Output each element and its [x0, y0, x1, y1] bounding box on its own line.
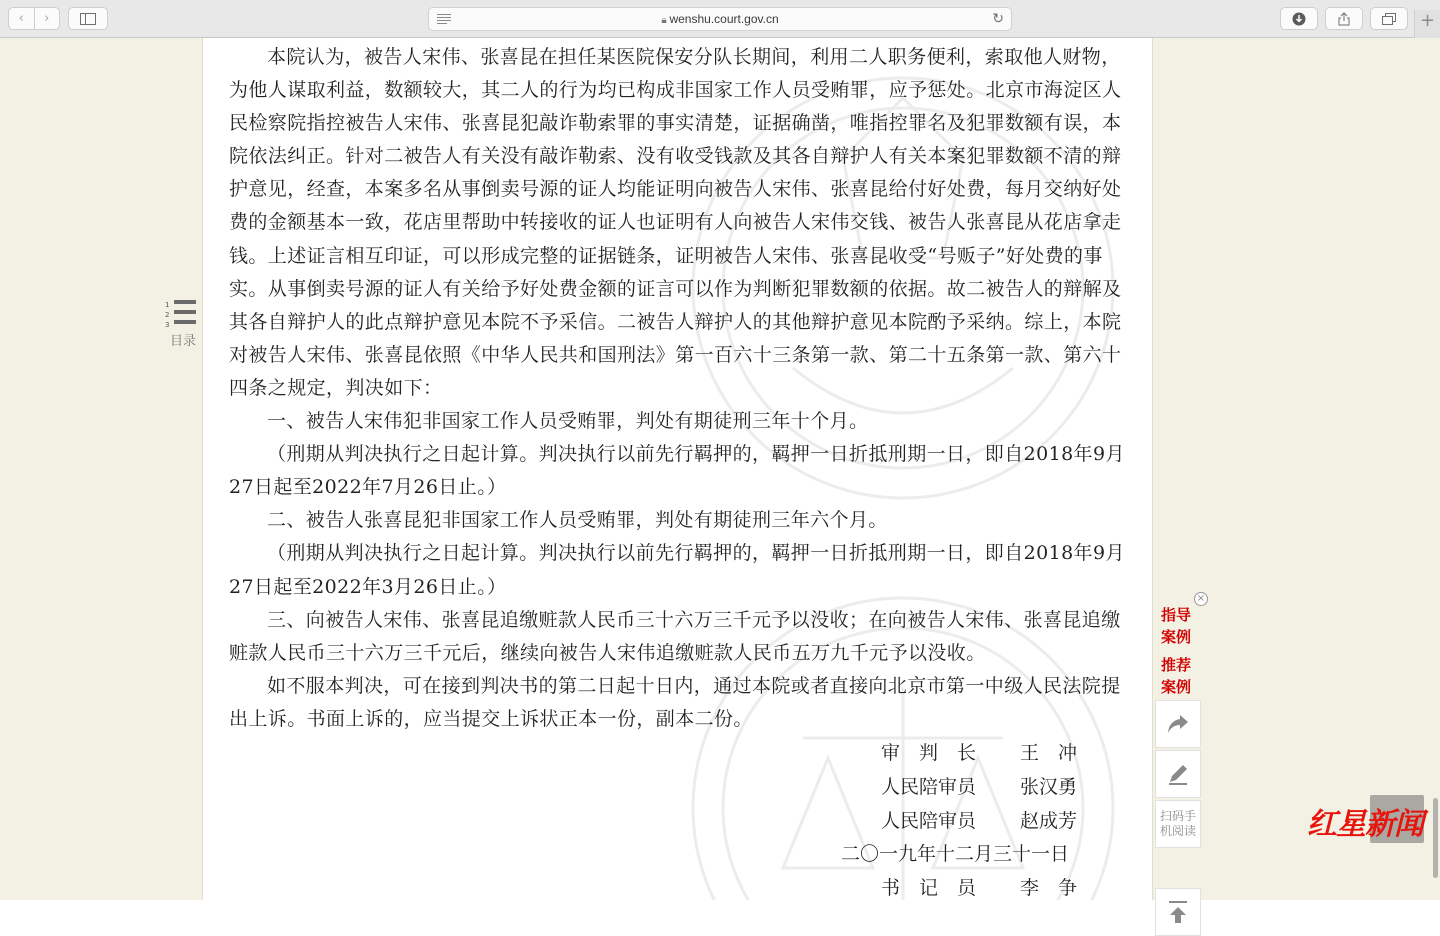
presiding-judge-name: 王 冲	[1020, 742, 1078, 764]
toc-numbers: 1 2 3	[165, 301, 170, 329]
clerk-name: 李 争	[1020, 877, 1078, 899]
downloads-button[interactable]	[1280, 7, 1318, 30]
news-logo-watermark	[1304, 795, 1440, 855]
share-button[interactable]	[1325, 7, 1363, 30]
juror-2-role: 人民陪审员	[881, 810, 977, 832]
logo-text: 红星新闻	[1307, 807, 1423, 842]
forward-button[interactable]	[34, 8, 60, 29]
plus-icon: +	[1419, 10, 1436, 31]
new-tab-button[interactable]	[1414, 10, 1440, 38]
sidebar-icon	[80, 13, 96, 25]
guide-cases-link[interactable]: 指导案例	[1161, 606, 1192, 646]
chevron-left-icon: ‹	[18, 11, 24, 26]
page-background	[0, 38, 1440, 900]
sentence-term-note-1: （刑期从判决执行之日起计算。判决执行以前先行羁押的，羁押一日折抵刑期一日，即自2018年9月27日起至2022年7月26日止。）	[229, 443, 1125, 499]
chevron-right-icon: ›	[44, 11, 50, 26]
qr-label: 扫码手机阅读	[1159, 809, 1196, 838]
share-doc-button[interactable]	[1155, 700, 1201, 748]
judgment-text	[229, 41, 1129, 736]
juror-1-role: 人民陪审员	[881, 776, 977, 798]
appeal-notice: 如不服本判决，可在接到判决书的第二日起十日内，通过本院或者直接向北京市第一中级人民法院提出上诉。书面上诉的，应当提交上诉状正本一份，副本二份。	[229, 674, 1121, 730]
qr-mobile-read-button[interactable]	[1155, 800, 1201, 848]
back-to-top-button[interactable]	[1155, 888, 1201, 936]
toc-button[interactable]	[160, 298, 206, 356]
history-nav	[8, 7, 60, 30]
clerk-role: 书 记 员	[881, 877, 977, 899]
juror-1-name: 张汉勇	[1020, 776, 1078, 798]
address-bar[interactable]	[428, 7, 1012, 31]
tabs-overview-button[interactable]	[1370, 7, 1408, 30]
pencil-icon	[1166, 762, 1190, 786]
verdict-item-2: 二、被告人张喜昆犯非国家工作人员受贿罪，判处有期徒刑三年六个月。	[267, 509, 888, 532]
lock-icon: 🔒︎	[661, 15, 670, 26]
tabs-icon	[1382, 13, 1396, 25]
forward-arrow-icon	[1166, 713, 1190, 735]
close-icon[interactable]: ×	[1194, 592, 1208, 606]
back-button[interactable]	[9, 8, 34, 29]
reasoning-paragraph: 本院认为，被告人宋伟、张喜昆在担任某医院保安分队长期间，利用二人职务便利，索取他人财物，为他人谋取利益，数额较大，其二人的行为均已构成非国家工作人员受贿罪，应予惩处。北京市海淀区人民检察院指控被告人宋伟、张喜昆犯敲诈勒索罪的事实清楚，证据确凿，唯指控罪名及犯罪数额有误，本院依法纠正。针对二被告人有关没有敲诈勒索、没有收受钱款及其各自辩护人有关本案犯罪数额不清的辩护意见，经查，本案多名从事倒卖号源的证人均能证明向被告人宋伟、张喜昆给付好处费，每月交纳好处费的金额基本一致，花店里帮助中转接收的证人也证明有人向被告人宋伟交钱、被告人张喜昆从花店拿走钱。上述证言相互印证，可以形成完整的证据链条，证明被告人宋伟、张喜昆收受“号贩子”好处费的事实。从事倒卖号源的证人有关给予好处费金额的证言可以作为判断犯罪数额的依据。故二被告人的辩解及其各自辩护人的此点辩护意见本院不予采信。二被告人辩护人的其他辩护意见本院酌予采纳。综上，本院对被告人宋伟、张喜昆依照《中华人民共和国刑法》第一百六十三条第一款、第二十五条第一款、第六十四条之规定，判决如下：	[229, 46, 1122, 399]
presiding-judge-role: 审 判 长	[881, 742, 977, 764]
judgment-date: 二〇一九年十二月三十一日	[841, 843, 1070, 865]
browser-toolbar	[0, 0, 1440, 38]
list-icon	[174, 300, 196, 330]
recommended-cases-link[interactable]: 推荐案例	[1161, 656, 1192, 696]
juror-2-name: 赵成芳	[1020, 810, 1078, 832]
sentence-term-note-2: （刑期从判决执行之日起计算。判决执行以前先行羁押的，羁押一日折抵刑期一日，即自2018年9月27日起至2022年3月26日止。）	[229, 542, 1125, 598]
share-icon	[1338, 12, 1350, 26]
arrow-up-icon	[1167, 899, 1189, 925]
sidebar-button[interactable]	[68, 7, 108, 30]
reload-icon[interactable]: ↻	[992, 11, 1004, 27]
judgment-document	[202, 38, 1153, 900]
verdict-item-1: 一、被告人宋伟犯非国家工作人员受贿罪，判处有期徒刑三年十个月。	[267, 410, 869, 433]
annotate-button[interactable]	[1155, 750, 1201, 798]
download-icon	[1292, 12, 1306, 26]
url-text: 🔒︎ wenshu.court.gov.cn	[661, 12, 779, 26]
toc-label: 目录	[169, 334, 196, 349]
verdict-item-3: 三、向被告人宋伟、张喜昆追缴赃款人民币三十六万三千元予以没收；在向被告人宋伟、张喜昆追缴赃款人民币三十六万三千元后，继续向被告人宋伟追缴赃款人民币五万九千元予以没收。	[229, 608, 1121, 664]
